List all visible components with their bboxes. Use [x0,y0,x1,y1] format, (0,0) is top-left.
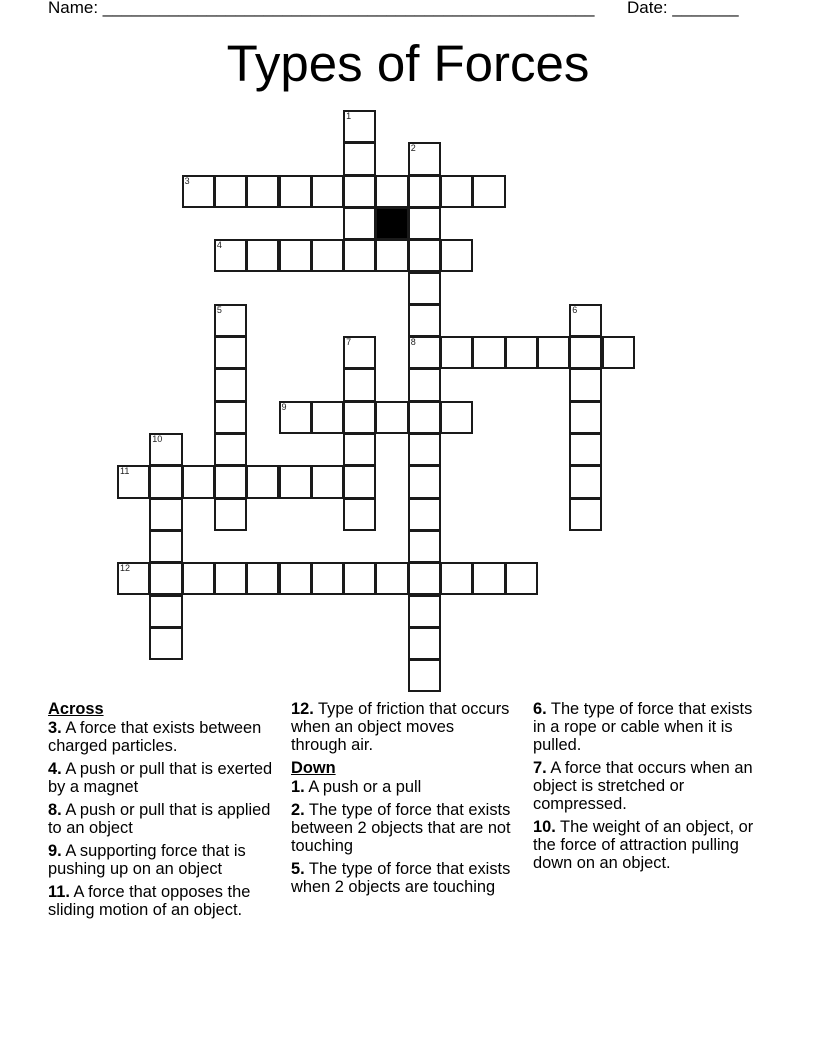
grid-cell[interactable] [408,433,441,466]
grid-cell[interactable] [343,207,376,240]
grid-cell[interactable] [343,465,376,498]
name-field[interactable]: Name: ____________________________________________________ [48,0,595,17]
grid-cell[interactable] [343,562,376,595]
clue-down-10: 10. The weight of an object, or the force of attraction pulling down on an object. [533,818,754,872]
clue-number: 8 [410,337,416,348]
grid-cell[interactable] [343,175,376,208]
grid-cell[interactable] [343,110,376,143]
grid-cell[interactable] [408,401,441,434]
grid-cell[interactable] [408,336,441,369]
clue-down-5: 5. The type of force that exists when 2 objects are touching [291,860,511,896]
grid-cell[interactable] [343,401,376,434]
grid-cell[interactable] [246,175,279,208]
grid-cell[interactable] [569,336,602,369]
clue-number: 12 [120,563,131,574]
grid-cell[interactable] [440,562,473,595]
grid-cell[interactable] [343,498,376,531]
grid-cell[interactable] [214,368,247,401]
grid-cell[interactable] [311,401,344,434]
grid-cell[interactable] [214,304,247,337]
date-field[interactable]: Date: _______ [627,0,739,17]
grid-cell[interactable] [246,239,279,272]
grid-cell[interactable] [279,401,312,434]
grid-cell[interactable] [279,239,312,272]
grid-cell[interactable] [343,239,376,272]
grid-cell[interactable] [246,465,279,498]
grid-cell[interactable] [311,562,344,595]
clue-across-8: 8. A push or pull that is applied to an object [48,801,271,837]
clue-number: 4 [216,240,222,251]
grid-cell[interactable] [408,239,441,272]
clue-number: 5 [216,304,222,315]
clues-column-2 [291,700,513,901]
grid-cell[interactable] [602,336,635,369]
grid-cell[interactable] [375,401,408,434]
grid-cell[interactable] [214,175,247,208]
grid-cell[interactable] [117,562,150,595]
grid-cell[interactable] [440,401,473,434]
grid-cell[interactable] [569,433,602,466]
grid-cell[interactable] [440,239,473,272]
grid-cell[interactable] [569,465,602,498]
grid-cell[interactable] [214,401,247,434]
clue-number: 10 [152,434,163,444]
grid-cell[interactable] [408,498,441,531]
clue-number: 11 [120,466,130,477]
grid-cell[interactable] [214,498,247,531]
clue-down-6: 6. The type of force that exists in a rope or cable when it is pulled. [533,700,753,754]
clue-across-12: 12. Type of friction that occurs when an object moves through air. [291,700,510,754]
page-title: Types of Forces [226,35,590,92]
grid-cell[interactable] [569,401,602,434]
grid-cell[interactable] [472,336,505,369]
grid-cell[interactable] [569,498,602,531]
grid-cell[interactable] [214,562,247,595]
clue-across-4: 4. A push or pull that is exerted by a magnet [48,760,273,796]
clue-down-2: 2. The type of force that exists between 2 objects that are not touching [291,801,511,855]
grid-cell[interactable] [149,562,182,595]
black-cell [375,207,408,240]
grid-cell[interactable] [408,595,441,628]
clue-across-11: 11. A force that opposes the sliding motion of an object. [48,883,251,919]
grid-cell[interactable] [569,368,602,401]
grid-cell[interactable] [149,595,182,628]
grid-cell[interactable] [279,465,312,498]
grid-cell[interactable] [311,175,344,208]
grid-cell[interactable] [408,272,441,305]
grid-cell[interactable] [375,239,408,272]
across-heading: Across [48,700,104,718]
grid-cell[interactable] [279,175,312,208]
grid-cell[interactable] [182,175,215,208]
grid-cell[interactable] [311,465,344,498]
clue-number: 7 [346,337,352,348]
grid-cell[interactable] [343,336,376,369]
grid-cell[interactable] [440,175,473,208]
grid-cell[interactable] [279,562,312,595]
grid-cell[interactable] [343,433,376,466]
grid-cell[interactable] [343,368,376,401]
grid-cell[interactable] [214,433,247,466]
grid-cell[interactable] [408,530,441,563]
grid-cell[interactable] [149,530,182,563]
grid-cell[interactable] [505,336,538,369]
clues-column-3 [533,700,768,877]
grid-cell[interactable] [408,562,441,595]
grid-cell[interactable] [182,465,215,498]
grid-cell[interactable] [440,336,473,369]
down-heading: Down [291,759,336,777]
clue-down-1: 1. A push or a pull [291,778,422,796]
grid-cell[interactable] [343,142,376,175]
clue-number: 2 [410,143,416,154]
grid-cell[interactable] [149,465,182,498]
grid-cell[interactable] [149,433,182,466]
grid-cell[interactable] [311,239,344,272]
grid-cell[interactable] [408,142,441,175]
grid-cell[interactable] [182,562,215,595]
grid-cell[interactable] [408,465,441,498]
clue-number: 6 [572,304,578,315]
grid-cell[interactable] [117,465,150,498]
grid-cell[interactable] [375,562,408,595]
clue-number: 9 [281,401,287,412]
grid-cell[interactable] [537,336,570,369]
grid-cell[interactable] [246,562,279,595]
grid-cell[interactable] [149,498,182,531]
grid-cell[interactable] [472,175,505,208]
clues-column-1 [48,700,280,924]
grid-cell[interactable] [214,465,247,498]
clue-down-7: 7. A force that occurs when an object is stretched or compressed. [533,759,753,813]
grid-cell[interactable] [408,659,441,692]
grid-cell[interactable] [408,627,441,660]
grid-cell[interactable] [569,304,602,337]
grid-cell[interactable] [149,627,182,660]
grid-cell[interactable] [505,562,538,595]
grid-cell[interactable] [214,239,247,272]
grid-cell[interactable] [408,207,441,240]
grid-cell[interactable] [214,336,247,369]
grid-cell[interactable] [408,175,441,208]
grid-cell[interactable] [408,304,441,337]
clue-across-3: 3. A force that exists between charged particles. [48,719,262,755]
grid-cell[interactable] [472,562,505,595]
grid-cell[interactable] [408,368,441,401]
clue-across-9: 9. A supporting force that is pushing up on an object [48,842,246,878]
clue-number: 1 [346,111,352,121]
clue-number: 3 [184,175,190,186]
grid-cell[interactable] [375,175,408,208]
